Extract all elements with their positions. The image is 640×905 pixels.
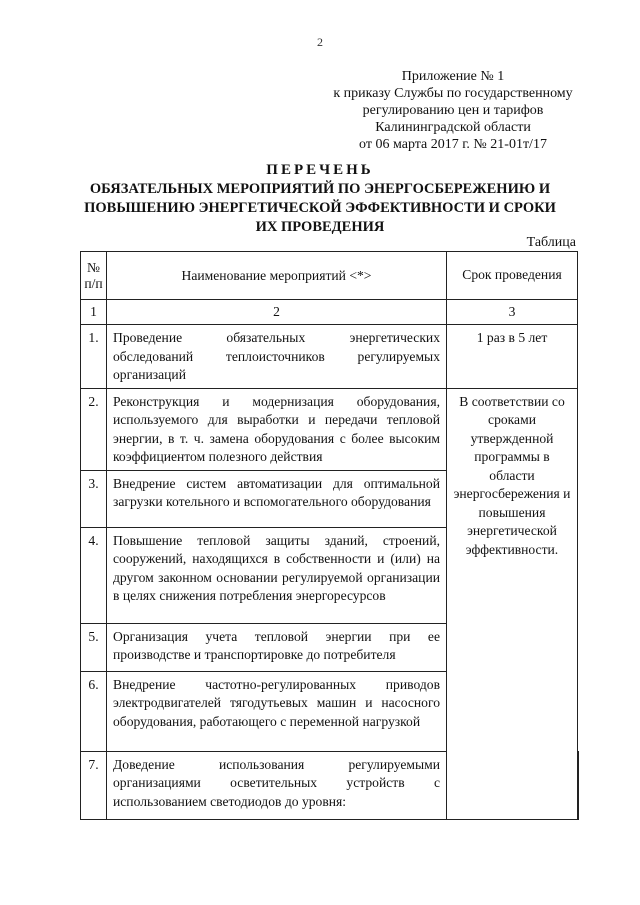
table-row bbox=[81, 388, 579, 470]
row-number: 2. bbox=[81, 388, 107, 470]
merged-term-cell: В соответствии со сроками утвержденной программы в области энергосбережения и повышения энергетической эффективности. bbox=[447, 388, 578, 819]
row-name bbox=[107, 623, 447, 671]
column-number-row bbox=[81, 300, 579, 325]
header-term: Срок проведения bbox=[447, 252, 578, 300]
appendix-line: Приложение № 1 bbox=[401, 69, 505, 84]
document-subtitle-line: ИХ ПРОВЕДЕНИЯ bbox=[255, 219, 385, 235]
header-num: № п/п bbox=[81, 252, 107, 300]
row-number: 5. bbox=[81, 623, 107, 671]
document-subtitle-line: ПОВЫШЕНИЮ ЭНЕРГЕТИЧЕСКОЙ ЭФФЕКТИВНОСТИ И СРОКИ bbox=[84, 200, 556, 216]
document-subtitle-line: ОБЯЗАТЕЛЬНЫХ МЕРОПРИЯТИЙ ПО ЭНЕРГОСБЕРЕЖЕНИЮ И bbox=[89, 181, 551, 197]
page-number: 2 bbox=[317, 35, 323, 49]
row-name bbox=[107, 325, 447, 389]
row-name bbox=[107, 388, 447, 470]
appendix-line: к приказу Службы по государственному bbox=[333, 86, 573, 101]
row-name-text: Повышение тепловой защиты зданий, строений, сооружений, находящихся в собственности и (или) на другом законном основании регулируемой организации в целях снижения потребления энергоресурсов bbox=[113, 532, 440, 603]
row-name bbox=[107, 470, 447, 527]
row-name-text: Внедрение частотно-регулированных приводов электродвигателей тягодутьевых машин и насосного оборудования, работающего с переменной нагрузкой bbox=[113, 676, 440, 729]
row-term-empty bbox=[578, 751, 579, 819]
appendix-line: Калининградской области bbox=[375, 120, 531, 135]
table-header-row bbox=[81, 252, 579, 300]
measures-table bbox=[80, 251, 579, 820]
table-caption: Таблица bbox=[526, 235, 576, 250]
row-name-text: Доведение использования регулируемыми организациями осветительных устройств с использованием светодиодов до уровня: bbox=[113, 756, 440, 809]
row-name-text: Внедрение систем автоматизации для оптимальной загрузки котельного и вспомогательного оборудования bbox=[113, 475, 440, 509]
row-number: 1. bbox=[81, 325, 107, 389]
row-term: 1 раз в 5 лет bbox=[447, 325, 578, 389]
appendix-line: от 06 марта 2017 г. № 21-01т/17 bbox=[359, 137, 547, 152]
column-number: 1 bbox=[81, 300, 107, 325]
row-name bbox=[107, 527, 447, 623]
header-name: Наименование мероприятий <*> bbox=[107, 252, 447, 300]
row-name bbox=[107, 671, 447, 751]
document-heading bbox=[60, 160, 580, 237]
appendix-block bbox=[318, 68, 588, 153]
row-name-text: Проведение обязательных энергетических обследований теплоисточников регулируемых организаций bbox=[113, 330, 440, 382]
row-number: 3. bbox=[81, 470, 107, 527]
row-name-text: Организация учета тепловой энергии при ее производстве и транспортировке до потребителя bbox=[113, 628, 440, 662]
column-number: 3 bbox=[447, 300, 578, 325]
row-name bbox=[107, 751, 447, 819]
table-row bbox=[81, 325, 579, 389]
row-name-text: Реконструкция и модернизация оборудования, используемого для выработки и передачи тепловой энергии, в т. ч. замена оборудования с более высоким коэффициентом полезного действия bbox=[113, 393, 440, 464]
column-number: 2 bbox=[107, 300, 447, 325]
row-number: 6. bbox=[81, 671, 107, 751]
appendix-line: регулированию цен и тарифов bbox=[362, 103, 544, 118]
document-title: ПЕРЕЧЕНЬ bbox=[266, 162, 374, 178]
row-number: 4. bbox=[81, 527, 107, 623]
row-number: 7. bbox=[81, 751, 107, 819]
